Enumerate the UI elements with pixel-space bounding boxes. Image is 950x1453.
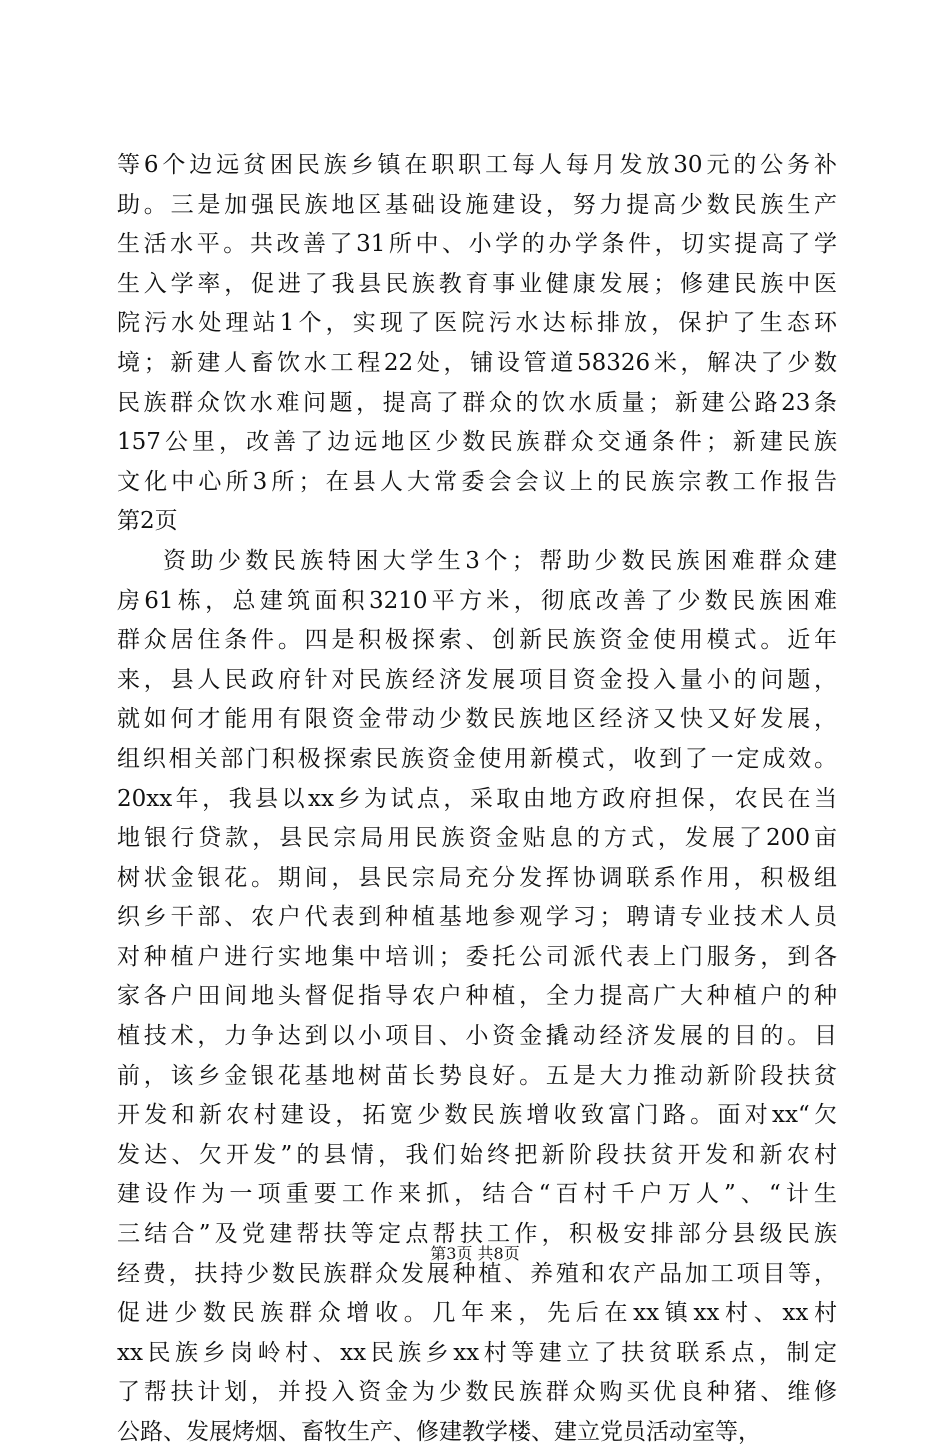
- text-line: 资助少数民族特困大学生3个；帮助少数民族困难群众建: [163, 547, 837, 574]
- text-line: 发达、欠开发”的县情，我们始终把新阶段扶贫开发和新农村: [117, 1141, 837, 1168]
- text-line: 家各户田间地头督促指导农户种植，全力提高广大种植户的种: [117, 983, 837, 1010]
- text-line: 助。三是加强民族地区基础设施建设，努力提高少数民族生产: [117, 191, 837, 218]
- text-line: 民族群众饮水难问题，提高了群众的饮水质量；新建公路23条: [117, 389, 837, 416]
- text-line: 建设作为一项重要工作来抓，结合“百村千户万人”、“计生: [117, 1181, 837, 1208]
- text-line: 三结合”及党建帮扶等定点帮扶工作，积极安排部分县级民族: [117, 1221, 837, 1248]
- text-line: 织乡干部、农户代表到种植基地参观学习；聘请专业技术人员: [117, 904, 837, 931]
- text-line: 157公里，改善了边远地区少数民族群众交通条件；新建民族: [117, 429, 837, 456]
- text-line: 地银行贷款，县民宗局用民族资金贴息的方式，发展了200亩: [117, 825, 837, 852]
- text-line: 生活水平。共改善了31所中、小学的办学条件，切实提高了学: [117, 231, 837, 258]
- page-footer: 第3页 共8页: [430, 1244, 520, 1263]
- text-line: 来，县人民政府针对民族经济发展项目资金投入量小的问题，: [117, 666, 837, 693]
- text-line: 组织相关部门积极探索民族资金使用新模式，收到了一定成效。: [117, 745, 837, 772]
- text-line: 开发和新农村建设，拓宽少数民族增收致富门路。面对xx“欠: [117, 1102, 837, 1129]
- text-line: 第2页: [117, 508, 178, 535]
- text-line: 房61栋，总建筑面积3210平方米，彻底改善了少数民族困难: [117, 587, 837, 614]
- text-line: 20xx年，我县以xx乡为试点，采取由地方政府担保，农民在当: [117, 785, 837, 812]
- text-line: 经费，扶持少数民族群众发展种植、养殖和农产品加工项目等，: [117, 1260, 837, 1287]
- text-line: 公路、发展烤烟、畜牧生产、修建教学楼、建立党员活动室等，: [117, 1419, 761, 1445]
- text-line: 树状金银花。期间，县民宗局充分发挥协调联系作用，积极组: [117, 864, 837, 891]
- text-line: xx民族乡岗岭村、xx民族乡xx村等建立了扶贫联系点，制定: [117, 1339, 837, 1366]
- text-line: 对种植户进行实地集中培训；委托公司派代表上门服务，到各: [117, 943, 837, 970]
- text-line: 群众居住条件。四是积极探索、创新民族资金使用模式。近年: [117, 627, 837, 654]
- text-line: 院污水处理站1个，实现了医院污水达标排放，保护了生态环: [117, 310, 837, 337]
- text-line: 生入学率，促进了我县民族教育事业健康发展；修建民族中医: [117, 270, 837, 297]
- text-line: 植技术，力争达到以小项目、小资金撬动经济发展的目的。目: [117, 1023, 837, 1050]
- text-line: 境；新建人畜饮水工程22处，铺设管道58326米，解决了少数: [117, 349, 837, 376]
- text-line: 等6个边远贫困民族乡镇在职职工每人每月发放30元的公务补: [117, 152, 837, 178]
- text-line: 促进少数民族群众增收。几年来，先后在xx镇xx村、xx村: [117, 1300, 837, 1327]
- text-line: 前，该乡金银花基地树苗长势良好。五是大力推动新阶段扶贫: [117, 1062, 837, 1089]
- text-line: 了帮扶计划，并投入资金为少数民族群众购买优良种猪、维修: [117, 1379, 837, 1406]
- text-line: 就如何才能用有限资金带动少数民族地区经济又快又好发展，: [117, 706, 837, 733]
- text-line: 文化中心所3所；在县人大常委会会议上的民族宗教工作报告: [117, 468, 837, 495]
